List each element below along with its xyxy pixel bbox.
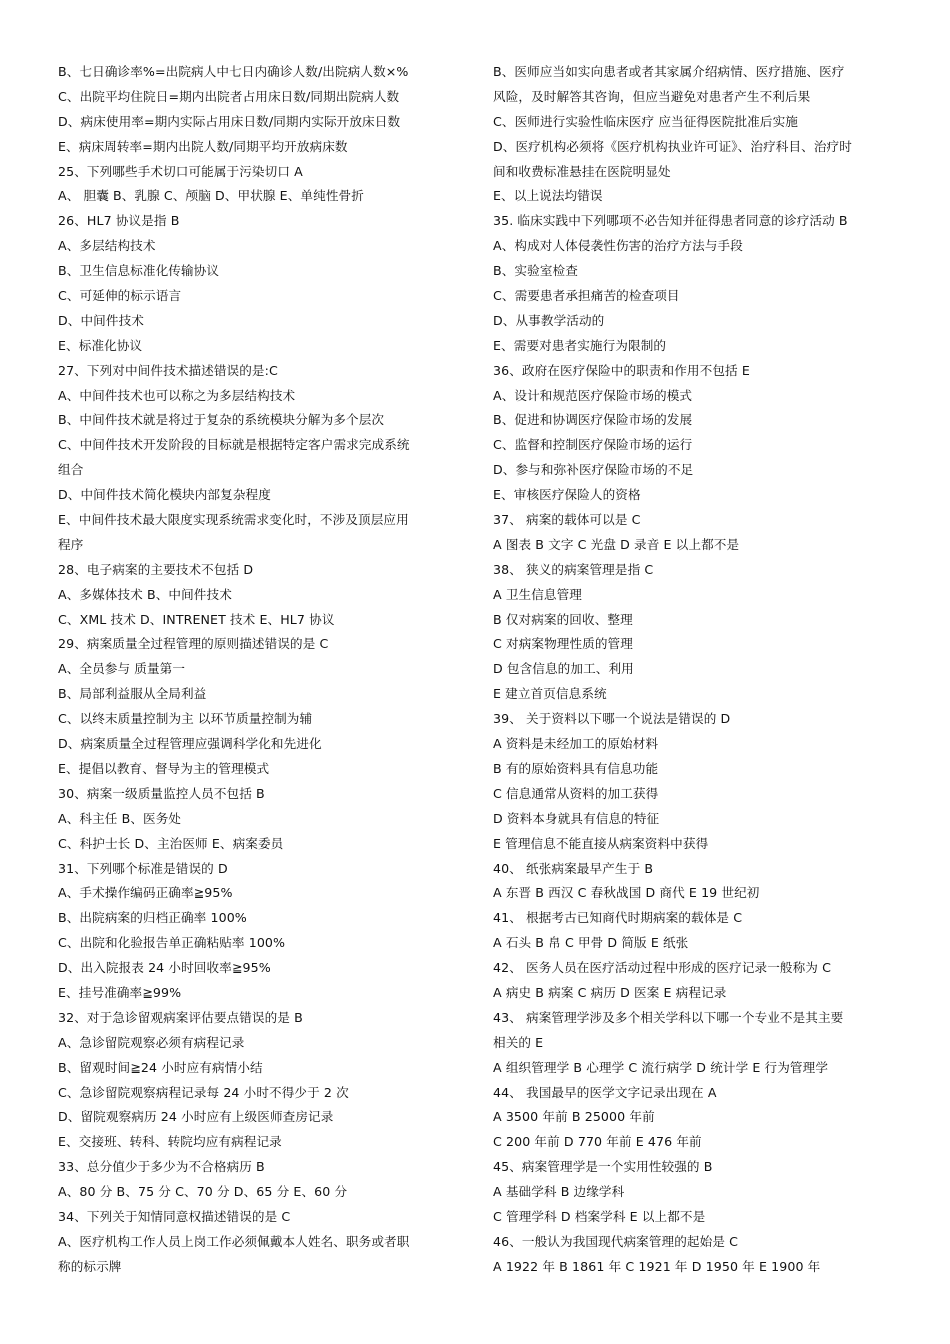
text-line: 45、病案管理学是一个实用性较强的 B bbox=[493, 1159, 713, 1175]
text-line: 26、HL7 协议是指 B bbox=[58, 213, 180, 229]
text-line: B、七日确诊率%=出院病人中七日内确诊人数/出院病人数×% bbox=[58, 64, 409, 79]
text-line: A、设计和规范医疗保险市场的模式 bbox=[493, 387, 693, 403]
text-line: E、需要对患者实施行为限制的 bbox=[493, 337, 667, 353]
text-line: D、中间件技术简化模块内部复杂程度 bbox=[58, 487, 271, 503]
text-line: B、促进和协调医疗保险市场的发展 bbox=[493, 412, 693, 428]
text-line: A、中间件技术也可以称之为多层结构技术 bbox=[58, 387, 296, 403]
text-line: B、留观时间≧24 小时应有病情小结 bbox=[58, 1059, 263, 1075]
text-line: B 有的原始资料具有信息功能 bbox=[493, 760, 659, 776]
text-line: C 200 年前 D 770 年前 E 476 年前 bbox=[493, 1134, 702, 1150]
text-line: D、中间件技术 bbox=[58, 312, 144, 328]
text-line: 称的标示牌 bbox=[58, 1258, 122, 1274]
text-line: C 管理学科 D 档案学科 E 以上都不是 bbox=[493, 1208, 706, 1224]
text-line: A、构成对人体侵袭性伤害的治疗方法与手段 bbox=[493, 238, 743, 254]
text-line: E、提倡以教育、督导为主的管理模式 bbox=[58, 760, 270, 776]
text-line: A 病史 B 病案 C 病历 D 医案 E 病程记录 bbox=[493, 984, 727, 1000]
text-line: 相关的 E bbox=[493, 1034, 544, 1050]
text-line: 30、病案一级质量监控人员不包括 B bbox=[58, 785, 265, 801]
text-line: A、手术操作编码正确率≧95% bbox=[58, 885, 233, 901]
text-line: A 图表 B 文字 C 光盘 D 录音 E 以上都不是 bbox=[493, 536, 740, 552]
text-line: E、病床周转率=期内出院人数/同期平均开放病床数 bbox=[58, 138, 348, 154]
text-line: E 建立首页信息系统 bbox=[493, 686, 607, 702]
text-line: D、病案质量全过程管理应强调科学化和先进化 bbox=[58, 736, 322, 752]
text-line: E、交接班、转科、转院均应有病程记录 bbox=[58, 1134, 282, 1150]
text-line: A 1922 年 B 1861 年 C 1921 年 D 1950 年 E 1900 年 bbox=[493, 1258, 821, 1274]
text-line: 43、 病案管理学涉及多个相关学科以下哪一个专业不是其主要 bbox=[493, 1009, 844, 1025]
text-line: C、科护士长 D、主治医师 E、病案委员 bbox=[58, 835, 284, 851]
text-line: 42、 医务人员在医疗活动过程中形成的医疗记录一般称为 C bbox=[493, 960, 831, 976]
text-line: A、多媒体技术 B、中间件技术 bbox=[58, 586, 232, 602]
text-line: A、急诊留院观察必须有病程记录 bbox=[58, 1034, 245, 1050]
text-line: 28、电子病案的主要技术不包括 D bbox=[58, 561, 254, 577]
text-line: D 资料本身就具有信息的特征 bbox=[493, 810, 660, 826]
text-line: B、局部利益服从全局利益 bbox=[58, 686, 207, 702]
text-line: 35. 临床实践中下列哪项不必告知并征得患者同意的诊疗活动 B bbox=[493, 213, 848, 229]
text-line: A 组织管理学 B 心理学 C 流行病学 D 统计学 E 行为管理学 bbox=[493, 1059, 829, 1075]
text-line: E、标准化协议 bbox=[58, 337, 143, 353]
text-line: 31、下列哪个标准是错误的 D bbox=[58, 860, 228, 876]
text-line: B、实验室检查 bbox=[493, 263, 578, 279]
text-line: D、病床使用率=期内实际占用床日数/同期内实际开放床日数 bbox=[58, 113, 401, 129]
text-line: C 对病案物理性质的管理 bbox=[493, 636, 633, 652]
text-line: D、留院观察病历 24 小时应有上级医师查房记录 bbox=[58, 1109, 334, 1125]
text-line: E、审核医疗保险人的资格 bbox=[493, 487, 641, 503]
text-line: A 石头 B 帛 C 甲骨 D 简版 E 纸张 bbox=[493, 935, 689, 951]
text-line: 29、病案质量全过程管理的原则描述错误的是 C bbox=[58, 636, 329, 652]
right-column bbox=[493, 60, 903, 1280]
text-line: 34、下列关于知情同意权描述错误的是 C bbox=[58, 1208, 291, 1224]
text-line: A、多层结构技术 bbox=[58, 238, 156, 254]
text-line: A、医疗机构工作人员上岗工作必须佩戴本人姓名、职务或者职 bbox=[58, 1233, 410, 1249]
text-line: C、医师进行实验性临床医疗 应当征得医院批准后实施 bbox=[493, 113, 798, 129]
text-line: B 仅对病案的回收、整理 bbox=[493, 611, 633, 627]
text-line: 程序 bbox=[58, 536, 84, 552]
text-line: E、以上说法均错误 bbox=[493, 188, 603, 204]
text-line: 组合 bbox=[58, 462, 84, 478]
text-line: A 资料是未经加工的原始材料 bbox=[493, 736, 659, 752]
text-line: D、医疗机构必须将《医疗机构执业许可证》、治疗科目、治疗时 bbox=[493, 138, 852, 154]
text-line: B、医师应当如实向患者或者其家属介绍病情、医疗措施、医疗 bbox=[493, 64, 845, 79]
text-line: A、 胆囊 B、乳腺 C、颅脑 D、甲状腺 E、单纯性骨折 bbox=[58, 188, 364, 204]
text-line: C、中间件技术开发阶段的目标就是根据特定客户需求完成系统 bbox=[58, 437, 410, 453]
text-line: E、中间件技术最大限度实现系统需求变化时，不涉及顶层应用 bbox=[58, 512, 409, 528]
text-line: C、可延伸的标示语言 bbox=[58, 288, 182, 304]
text-line: 风险，及时解答其咨询，但应当避免对患者产生不利后果 bbox=[493, 88, 811, 104]
text-line: A、科主任 B、医务处 bbox=[58, 810, 182, 826]
text-line: A 卫生信息管理 bbox=[493, 586, 582, 602]
text-line: C、出院和化验报告单正确粘贴率 100% bbox=[58, 935, 286, 951]
text-line: 39、 关于资料以下哪一个说法是错误的 D bbox=[493, 711, 731, 727]
text-line: 27、下列对中间件技术描述错误的是:C bbox=[58, 362, 278, 378]
text-line: C、需要患者承担痛苦的检查项目 bbox=[493, 288, 680, 304]
text-line: B、卫生信息标准化传输协议 bbox=[58, 263, 220, 279]
text-line: 38、 狭义的病案管理是指 C bbox=[493, 561, 654, 577]
text-line: C、急诊留院观察病程记录每 24 小时不得少于 2 次 bbox=[58, 1084, 349, 1100]
text-line: A 基础学科 B 边缘学科 bbox=[493, 1184, 625, 1200]
text-line: A 东晋 B 西汉 C 春秋战国 D 商代 E 19 世纪初 bbox=[493, 885, 760, 901]
text-line: 40、 纸张病案最早产生于 B bbox=[493, 860, 654, 876]
text-line: E 管理信息不能直接从病案资料中获得 bbox=[493, 835, 709, 851]
text-line: 32、对于急诊留观病案评估要点错误的是 B bbox=[58, 1009, 303, 1025]
text-line: 37、 病案的载体可以是 C bbox=[493, 512, 641, 528]
text-line: 36、政府在医疗保险中的职责和作用不包括 E bbox=[493, 362, 750, 378]
left-column bbox=[58, 60, 472, 1280]
text-line: 33、总分值少于多少为不合格病历 B bbox=[58, 1159, 265, 1175]
text-line: C、监督和控制医疗保险市场的运行 bbox=[493, 437, 693, 453]
text-line: 25、下列哪些手术切口可能属于污染切口 A bbox=[58, 163, 303, 179]
text-line: E、挂号准确率≧99% bbox=[58, 984, 182, 1000]
text-line: D、参与和弥补医疗保险市场的不足 bbox=[493, 462, 694, 478]
text-line: D、出入院报表 24 小时回收率≧95% bbox=[58, 960, 271, 976]
text-line: C、出院平均住院日=期内出院者占用床日数/同期出院病人数 bbox=[58, 88, 400, 104]
text-line: D 包含信息的加工、利用 bbox=[493, 661, 634, 677]
text-line: D、从事教学活动的 bbox=[493, 312, 605, 328]
text-line: 46、一般认为我国现代病案管理的起始是 C bbox=[493, 1233, 739, 1249]
text-line: B、中间件技术就是将过于复杂的系统模块分解为多个层次 bbox=[58, 412, 385, 428]
text-line: 44、 我国最早的医学文字记录出现在 A bbox=[493, 1084, 717, 1100]
text-line: C 信息通常从资料的加工获得 bbox=[493, 785, 659, 801]
text-line: B、出院病案的归档正确率 100% bbox=[58, 910, 247, 926]
text-line: C、XML 技术 D、INTRENET 技术 E、HL7 协议 bbox=[58, 611, 335, 627]
text-line: A 3500 年前 B 25000 年前 bbox=[493, 1109, 655, 1125]
text-line: 41、 根据考古已知商代时期病案的载体是 C bbox=[493, 910, 743, 926]
text-line: C、以终末质量控制为主 以环节质量控制为辅 bbox=[58, 711, 313, 727]
text-line: 间和收费标准悬挂在医院明显处 bbox=[493, 163, 671, 179]
text-line: A、全员参与 质量第一 bbox=[58, 661, 186, 677]
text-line: A、80 分 B、75 分 C、70 分 D、65 分 E、60 分 bbox=[58, 1184, 348, 1200]
